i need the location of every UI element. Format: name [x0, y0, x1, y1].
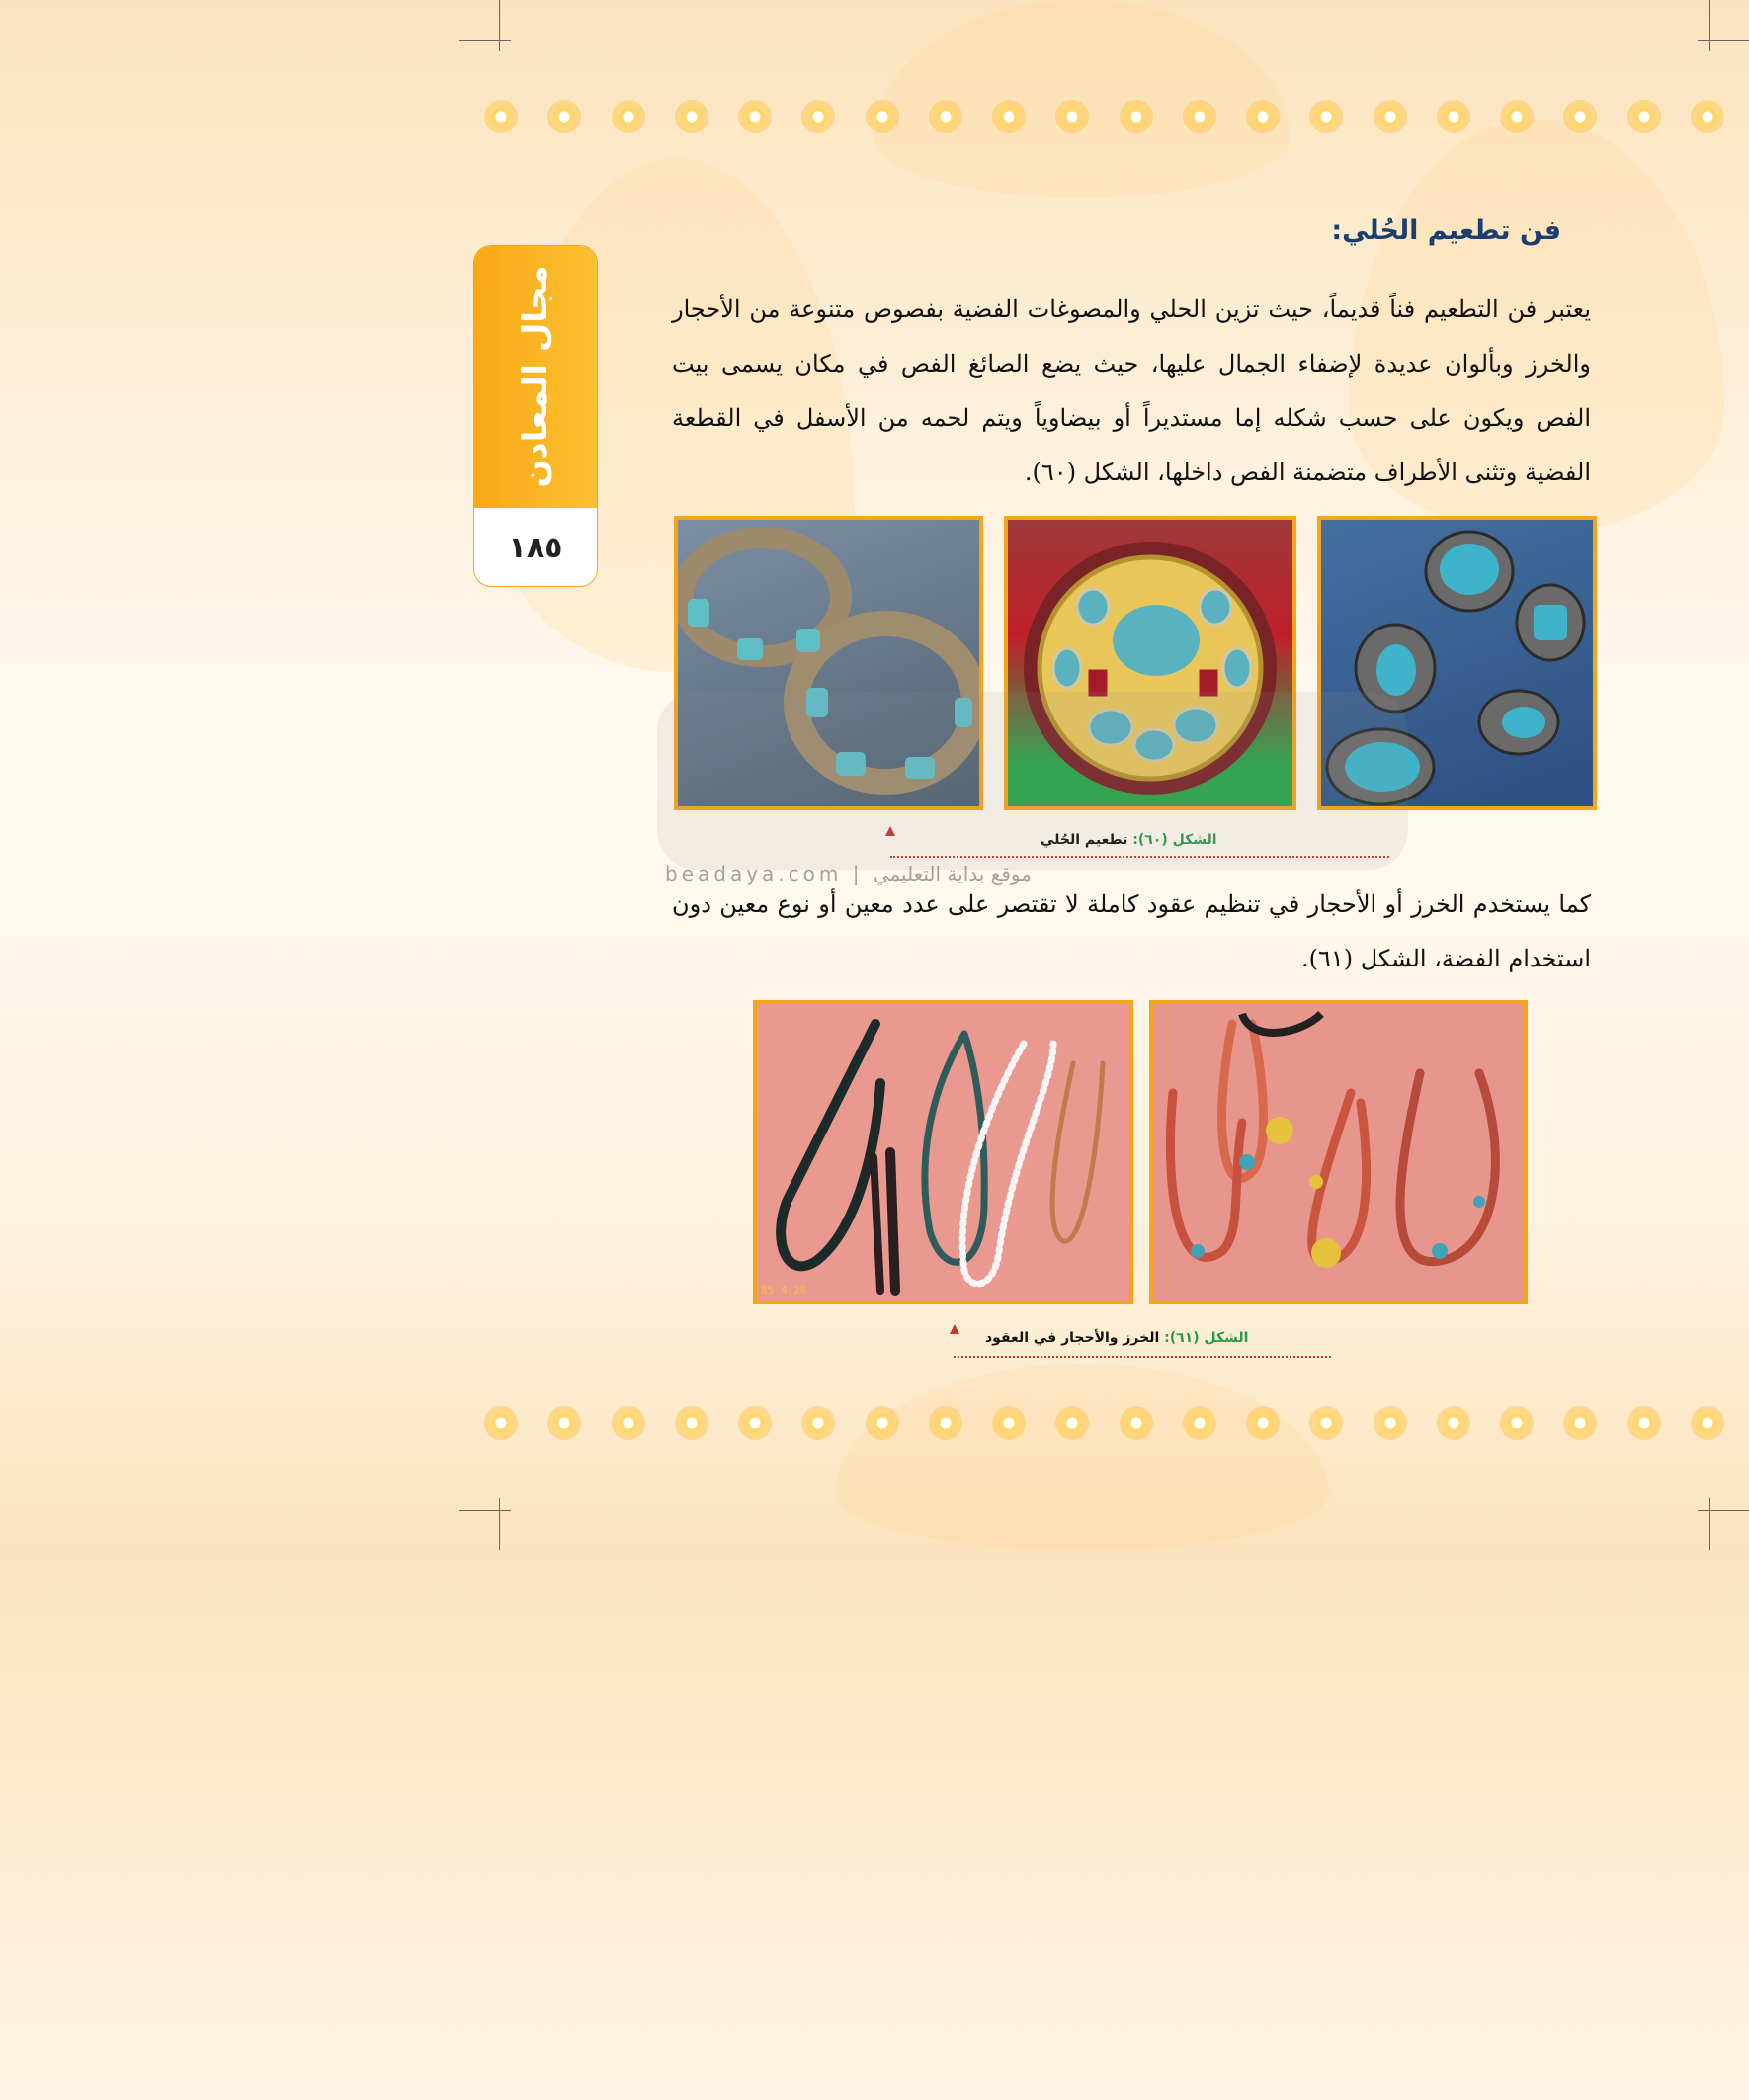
- flower-icon: [1246, 1406, 1280, 1440]
- flower-icon: [738, 1406, 772, 1440]
- flower-icon: [866, 1406, 899, 1440]
- flower-icon: [1120, 100, 1153, 133]
- flower-icon: [1500, 100, 1534, 133]
- flower-icon: [1246, 100, 1280, 133]
- crop-mark: [1709, 0, 1710, 51]
- flower-icon: [1691, 1406, 1724, 1440]
- flower-icon: [1627, 100, 1661, 133]
- crop-mark: [499, 1498, 500, 1550]
- flower-icon: [801, 1406, 835, 1440]
- top-flower-border: [459, 95, 1749, 138]
- flower-icon: [1309, 1406, 1343, 1440]
- photo-dark-bead-necklaces: [753, 1000, 1133, 1304]
- figure61-text: الخرز والأحجار في العقود: [985, 1330, 1160, 1346]
- flower-icon: [1055, 1406, 1089, 1440]
- flower-icon: [992, 1406, 1026, 1440]
- crop-mark: [459, 40, 511, 41]
- flower-icon: [866, 100, 899, 133]
- chapter-side-tab: [473, 245, 598, 587]
- background-petal: [835, 1364, 1329, 1550]
- page-number: ١٨٥: [508, 530, 563, 565]
- flower-icon: [1437, 1406, 1470, 1440]
- flower-icon: [1374, 100, 1407, 133]
- flower-icon: [612, 100, 645, 133]
- photo-timestamp: 85 4.26: [761, 1284, 807, 1297]
- paragraph-bead-necklaces: كما يستخدم الخرز أو الأحجار في تنظيم عقود كاملة لا تقتصر على عدد معين أو نوع معين دون استخدام الفضة، الشكل (٦١).: [672, 890, 1591, 972]
- photo-coral-necklaces: [1149, 1000, 1528, 1304]
- flower-icon: [675, 1406, 708, 1440]
- flower-icon: [1183, 100, 1216, 133]
- figure61-label: الشكل (٦١):: [1164, 1330, 1249, 1346]
- flower-icon: [1120, 1406, 1153, 1440]
- dark-necklaces-illustration: [757, 1004, 1129, 1301]
- flower-icon: [612, 1406, 645, 1440]
- crop-mark: [1698, 1510, 1749, 1511]
- chapter-title: مجال المعادن: [516, 265, 555, 488]
- flower-icon: [1500, 1406, 1534, 1440]
- flower-icon: [547, 100, 581, 133]
- flower-icon: [1437, 100, 1470, 133]
- flower-icon: [992, 100, 1026, 133]
- flower-icon: [929, 100, 962, 133]
- flower-icon: [929, 1406, 962, 1440]
- flower-icon: [547, 1406, 581, 1440]
- flower-icon: [738, 100, 772, 133]
- crop-mark: [459, 1510, 511, 1511]
- crop-mark: [1698, 40, 1749, 41]
- flower-icon: [675, 100, 708, 133]
- figure60-text: تطعيم الحُلي: [1041, 832, 1128, 848]
- crop-mark: [499, 0, 500, 51]
- coral-necklaces-illustration: [1153, 1004, 1524, 1301]
- figure61-caption: [985, 1330, 1248, 1346]
- flower-icon: [1183, 1406, 1216, 1440]
- watermark-text: beadaya.com | موقع بداية التعليمي: [665, 862, 1032, 885]
- bottom-flower-border: [459, 1401, 1749, 1445]
- flower-icon: [484, 100, 518, 133]
- section-heading: فن تطعيم الحُلي:: [1331, 215, 1561, 246]
- caption-arrow-icon: [950, 1324, 959, 1334]
- flower-icon: [801, 100, 835, 133]
- paragraph-inlay-art: يعتبر فن التطعيم فناً قديماً، حيث تزين الحلي والمصوغات الفضية بفصوص متنوعة من الأحجار والخرز وبألوان عديدة لإضفاء الجمال عليها، حيث يضع الصائغ الفص في مكان يسمى بيت الفص ويكون على حسب شكله إما مستديراً أو بيضاوياً ويتم لحمه من الأسفل في القطعة الفضية وتثنى الأطراف متضمنة الفص داخلها، الشكل (٦٠).: [672, 295, 1592, 486]
- flower-icon: [1309, 100, 1343, 133]
- flower-icon: [1055, 100, 1089, 133]
- flower-icon: [484, 1406, 518, 1440]
- watermark-logo: [657, 692, 1408, 870]
- flower-icon: [1563, 100, 1597, 133]
- figure60-label: الشكل (٦٠):: [1132, 832, 1217, 848]
- flower-icon: [1627, 1406, 1661, 1440]
- caption-dotted-line: [954, 1356, 1331, 1358]
- flower-icon: [1691, 100, 1724, 133]
- flower-icon: [1374, 1406, 1407, 1440]
- flower-icon: [1563, 1406, 1597, 1440]
- chapter-tab-band: [474, 246, 597, 508]
- crop-mark: [1709, 1498, 1710, 1550]
